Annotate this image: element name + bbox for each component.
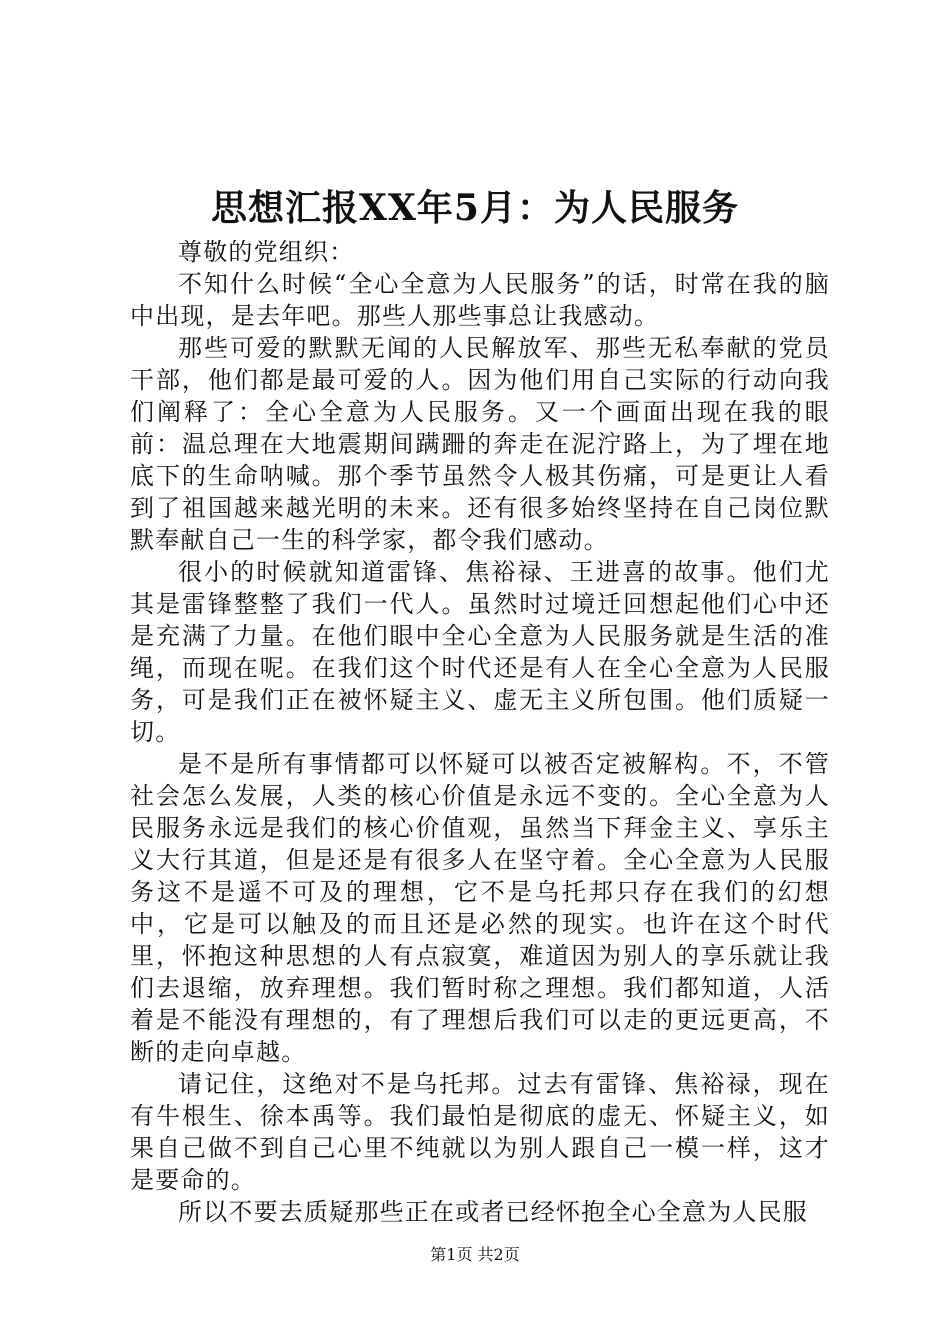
paragraph: 所以不要去质疑那些正在或者已经怀抱全心全意为人民服 xyxy=(178,1198,808,1226)
document-title: 思想汇报XX年5月：为人民服务 xyxy=(211,187,739,229)
salutation: 尊敬的党组织： xyxy=(178,238,355,266)
paragraph: 不知什么时候“全心全意为人民服务”的话，时常在我的脑中出现，是去年吧。那些人那些事总让我感动。 xyxy=(130,270,830,330)
paragraph: 很小的时候就知道雷锋、焦裕禄、王进喜的故事。他们尤其是雷锋整整了我们一代人。虽然时过境迁回想起他们心中还是充满了力量。在他们眼中全心全意为人民服务就是生活的准绳，而现在呢。在我们这个时代还是有人在全心全意为人民服务，可是我们正在被怀疑主义、虚无主义所包围。他们质疑一切。 xyxy=(130,558,830,746)
paragraph: 请记住，这绝对不是乌托邦。过去有雷锋、焦裕禄，现在有牛根生、徐本禹等。我们最怕是彻底的虚无、怀疑主义，如果自己做不到自己心里不纯就以为别人跟自己一模一样，这才是要命的。 xyxy=(130,1070,830,1194)
paragraph: 是不是所有事情都可以怀疑可以被否定被解构。不，不管社会怎么发展，人类的核心价值是永远不变的。全心全意为人民服务永远是我们的核心价值观，虽然当下拜金主义、享乐主义大行其道，但是还是有很多人在坚守着。全心全意为人民服务这不是遥不可及的理想，它不是乌托邦只存在我们的幻想中，它是可以触及的而且还是必然的现实。也许在这个时代里，怀抱这种思想的人有点寂寞，难道因为别人的享乐就让我们去退缩，放弃理想。我们暂时称之理想。我们都知道，人活着是不能没有理想的，有了理想后我们可以走的更远更高，不断的走向卓越。 xyxy=(130,750,830,1066)
paragraph: 那些可爱的默默无闻的人民解放军、那些无私奉献的党员干部，他们都是最可爱的人。因为他们用自己实际的行动向我们阐释了：全心全意为人民服务。又一个画面出现在我的眼前：温总理在大地震期间蹒跚的奔走在泥泞路上，为了埋在地底下的生命呐喊。那个季节虽然令人极其伤痛，可是更让人看到了祖国越来越光明的未来。还有很多始终坚持在自己岗位默默奉献自己一生的科学家，都令我们感动。 xyxy=(130,334,830,554)
page-number-footer: 第1页 共2页 xyxy=(430,1245,520,1264)
document-body xyxy=(130,236,830,1228)
